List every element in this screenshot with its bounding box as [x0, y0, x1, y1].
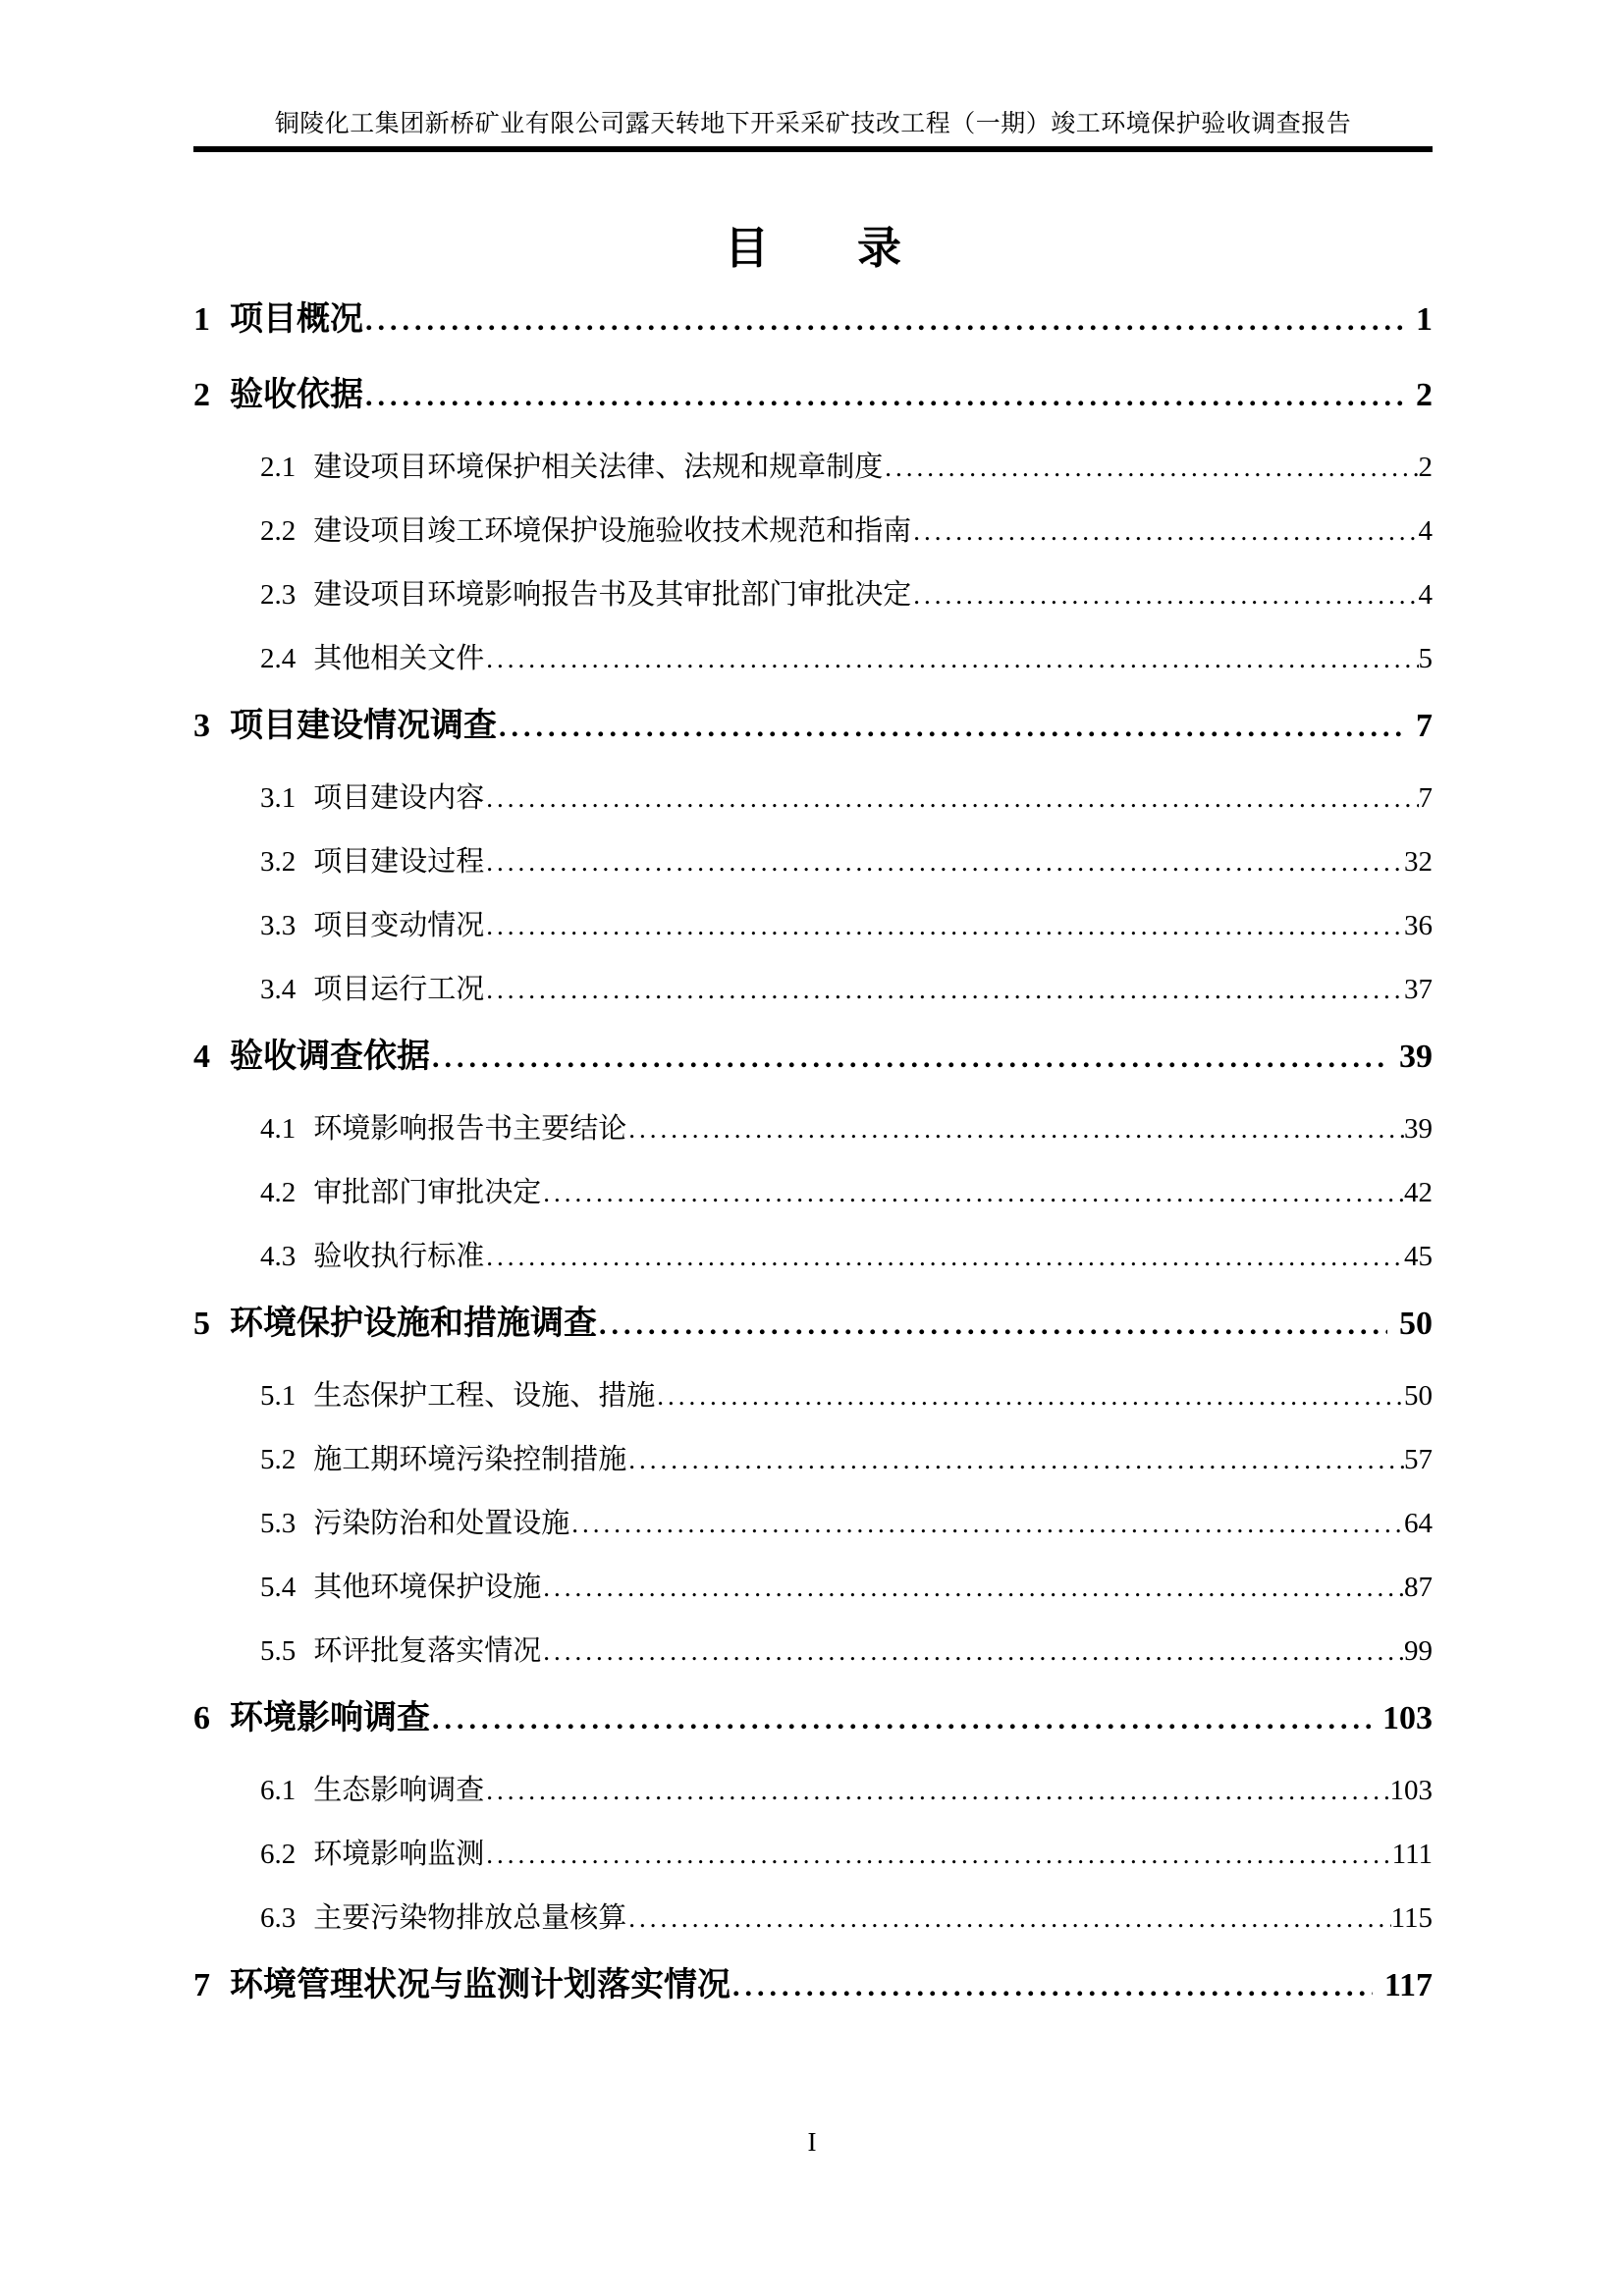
toc-page-number: 99	[1404, 1635, 1433, 1667]
toc-entry	[193, 640, 1433, 677]
toc-entry	[193, 1035, 1433, 1081]
toc-page-number: 50	[1399, 1306, 1433, 1342]
toc-entry-number: 3.1	[260, 782, 297, 814]
toc-leader-dots	[628, 1441, 1404, 1478]
toc-page-number: 7	[1418, 782, 1433, 814]
toc-leader-dots	[486, 907, 1404, 944]
toc-leader-dots	[432, 1696, 1371, 1742]
toc-entry-number: 3.2	[260, 846, 297, 878]
toc-leader-dots	[365, 297, 1404, 344]
toc-entry	[193, 449, 1433, 486]
toc-page-number: 36	[1404, 910, 1433, 941]
toc-page-number: 50	[1404, 1380, 1433, 1412]
toc-entry	[193, 1569, 1433, 1606]
running-header-title: 铜陵化工集团新桥矿业有限公司露天转地下开采采矿技改工程（一期）竣工环境保护验收调查报告	[274, 111, 1352, 137]
toc-entry-number: 4.1	[260, 1113, 297, 1145]
toc-entry-label: 验收调查依据	[230, 1039, 430, 1075]
toc-page-number: 39	[1399, 1039, 1433, 1075]
toc-entry-label: 环境影响报告书主要结论	[313, 1113, 627, 1145]
toc-page-number: 37	[1404, 974, 1433, 1005]
toc-entry	[193, 1963, 1433, 2009]
toc-leader-dots	[571, 1505, 1404, 1542]
toc-entry-label: 建设项目竣工环境保护设施验收技术规范和指南	[313, 515, 912, 547]
toc-leader-dots	[543, 1174, 1404, 1211]
toc-page-number: 32	[1404, 846, 1433, 878]
toc-leader-dots	[885, 449, 1418, 486]
toc-leader-dots	[732, 1963, 1373, 2009]
toc-entry-number: 4	[193, 1039, 210, 1075]
toc-leader-dots	[486, 971, 1404, 1008]
toc-leader-dots	[657, 1377, 1404, 1415]
toc-leader-dots	[543, 1632, 1404, 1670]
toc-entry	[193, 1377, 1433, 1415]
toc-leader-dots	[365, 373, 1404, 419]
toc-entry-number: 6	[193, 1700, 210, 1736]
toc-page-number: 87	[1404, 1572, 1433, 1603]
toc-title: 目 录	[724, 224, 901, 273]
toc-page-number: 115	[1390, 1902, 1433, 1934]
toc-leader-dots	[486, 1238, 1404, 1275]
toc-entry-number: 3.3	[260, 910, 297, 941]
toc-page-number: 4	[1418, 515, 1433, 547]
toc-entry-label: 污染防治和处置设施	[313, 1508, 570, 1539]
toc-leader-dots	[486, 640, 1418, 677]
toc-entry-number: 5.2	[260, 1444, 297, 1475]
toc-entry	[193, 576, 1433, 614]
toc-entry-label: 项目概况	[230, 301, 363, 338]
toc-entry-label: 建设项目环境保护相关法律、法规和规章制度	[313, 452, 884, 483]
toc-entry-label: 施工期环境污染控制措施	[313, 1444, 627, 1475]
toc-entry	[193, 1836, 1433, 1873]
toc-entry-label: 项目建设情况调查	[230, 708, 497, 744]
toc-entry-number: 2	[193, 377, 210, 413]
toc-entry	[193, 1632, 1433, 1670]
toc-page-number: 1	[1416, 301, 1433, 338]
toc-page-number: 7	[1416, 708, 1433, 744]
toc-leader-dots	[486, 843, 1404, 881]
toc-page-number: 57	[1404, 1444, 1433, 1475]
toc-entry	[193, 373, 1433, 419]
toc-entry-label: 环境影响监测	[313, 1839, 485, 1870]
toc-entry-number: 5	[193, 1306, 210, 1342]
toc-entry-number: 4.3	[260, 1241, 297, 1272]
toc-page-number: 103	[1382, 1700, 1433, 1736]
toc-entry	[193, 512, 1433, 550]
toc-entry-label: 建设项目环境影响报告书及其审批部门审批决定	[313, 579, 912, 611]
toc-entry	[193, 1505, 1433, 1542]
toc-entry-label: 环境管理状况与监测计划落实情况	[230, 1967, 731, 2003]
toc-page-number: 2	[1416, 377, 1433, 413]
header-rule	[193, 146, 1433, 152]
toc-list	[193, 297, 1433, 2009]
toc-entry	[193, 704, 1433, 750]
toc-entry	[193, 1772, 1433, 1809]
toc-page-number: 111	[1391, 1839, 1433, 1870]
toc-entry	[193, 1174, 1433, 1211]
toc-entry-label: 其他相关文件	[313, 643, 485, 674]
footer-page-number: I	[807, 2127, 817, 2157]
toc-page-number: 39	[1404, 1113, 1433, 1145]
toc-entry-number: 5.5	[260, 1635, 297, 1667]
toc-entry	[193, 779, 1433, 817]
toc-entry-number: 2.2	[260, 515, 297, 547]
toc-leader-dots	[913, 576, 1418, 614]
toc-entry-number: 4.2	[260, 1177, 297, 1208]
toc-page-number: 64	[1404, 1508, 1433, 1539]
toc-entry-label: 项目建设过程	[313, 846, 485, 878]
toc-leader-dots	[499, 704, 1404, 750]
toc-entry	[193, 1110, 1433, 1148]
toc-entry	[193, 1238, 1433, 1275]
toc-leader-dots	[913, 512, 1418, 550]
toc-entry-number: 1	[193, 301, 210, 338]
toc-entry-label: 项目建设内容	[313, 782, 485, 814]
toc-entry	[193, 843, 1433, 881]
toc-entry-label: 环境保护设施和措施调查	[230, 1306, 597, 1342]
toc-entry-number: 5.1	[260, 1380, 297, 1412]
toc-entry-number: 6.3	[260, 1902, 297, 1934]
toc-page-number: 5	[1418, 643, 1433, 674]
toc-entry-label: 生态保护工程、设施、措施	[313, 1380, 656, 1412]
toc-entry-label: 主要污染物排放总量核算	[313, 1902, 627, 1934]
toc-leader-dots	[486, 1836, 1391, 1873]
toc-entry	[193, 1302, 1433, 1348]
toc-entry	[193, 297, 1433, 344]
toc-leader-dots	[486, 779, 1418, 817]
toc-entry	[193, 1441, 1433, 1478]
toc-entry-number: 3.4	[260, 974, 297, 1005]
toc-entry-number: 2.4	[260, 643, 297, 674]
toc-leader-dots	[628, 1899, 1390, 1937]
toc-leader-dots	[432, 1035, 1387, 1081]
toc-entry-label: 生态影响调查	[313, 1775, 485, 1806]
toc-entry-label: 环境影响调查	[230, 1700, 430, 1736]
toc-entry-number: 7	[193, 1967, 210, 2003]
toc-entry-label: 审批部门审批决定	[313, 1177, 542, 1208]
toc-leader-dots	[628, 1110, 1404, 1148]
toc-entry-label: 环评批复落实情况	[313, 1635, 542, 1667]
toc-entry	[193, 971, 1433, 1008]
toc-page-number: 117	[1383, 1967, 1433, 2003]
toc-entry-label: 项目运行工况	[313, 974, 485, 1005]
toc-entry-number: 2.1	[260, 452, 297, 483]
toc-entry	[193, 1696, 1433, 1742]
toc-entry-number: 5.3	[260, 1508, 297, 1539]
toc-page-number: 103	[1389, 1775, 1433, 1806]
toc-page-number: 45	[1404, 1241, 1433, 1272]
toc-leader-dots	[599, 1302, 1387, 1348]
toc-entry-number: 5.4	[260, 1572, 297, 1603]
toc-entry-label: 其他环境保护设施	[313, 1572, 542, 1603]
toc-page-number: 4	[1418, 579, 1433, 611]
toc-entry-number: 6.1	[260, 1775, 297, 1806]
toc-entry-label: 验收依据	[230, 377, 363, 413]
toc-entry	[193, 1899, 1433, 1937]
toc-page-number: 42	[1404, 1177, 1433, 1208]
toc-entry-number: 2.3	[260, 579, 297, 611]
toc-entry-number: 3	[193, 708, 210, 744]
toc-entry-number: 6.2	[260, 1839, 297, 1870]
toc-entry-label: 验收执行标准	[313, 1241, 485, 1272]
toc-entry-label: 项目变动情况	[313, 910, 485, 941]
toc-leader-dots	[543, 1569, 1404, 1606]
toc-leader-dots	[486, 1772, 1389, 1809]
toc-entry	[193, 907, 1433, 944]
toc-page-number: 2	[1418, 452, 1433, 483]
